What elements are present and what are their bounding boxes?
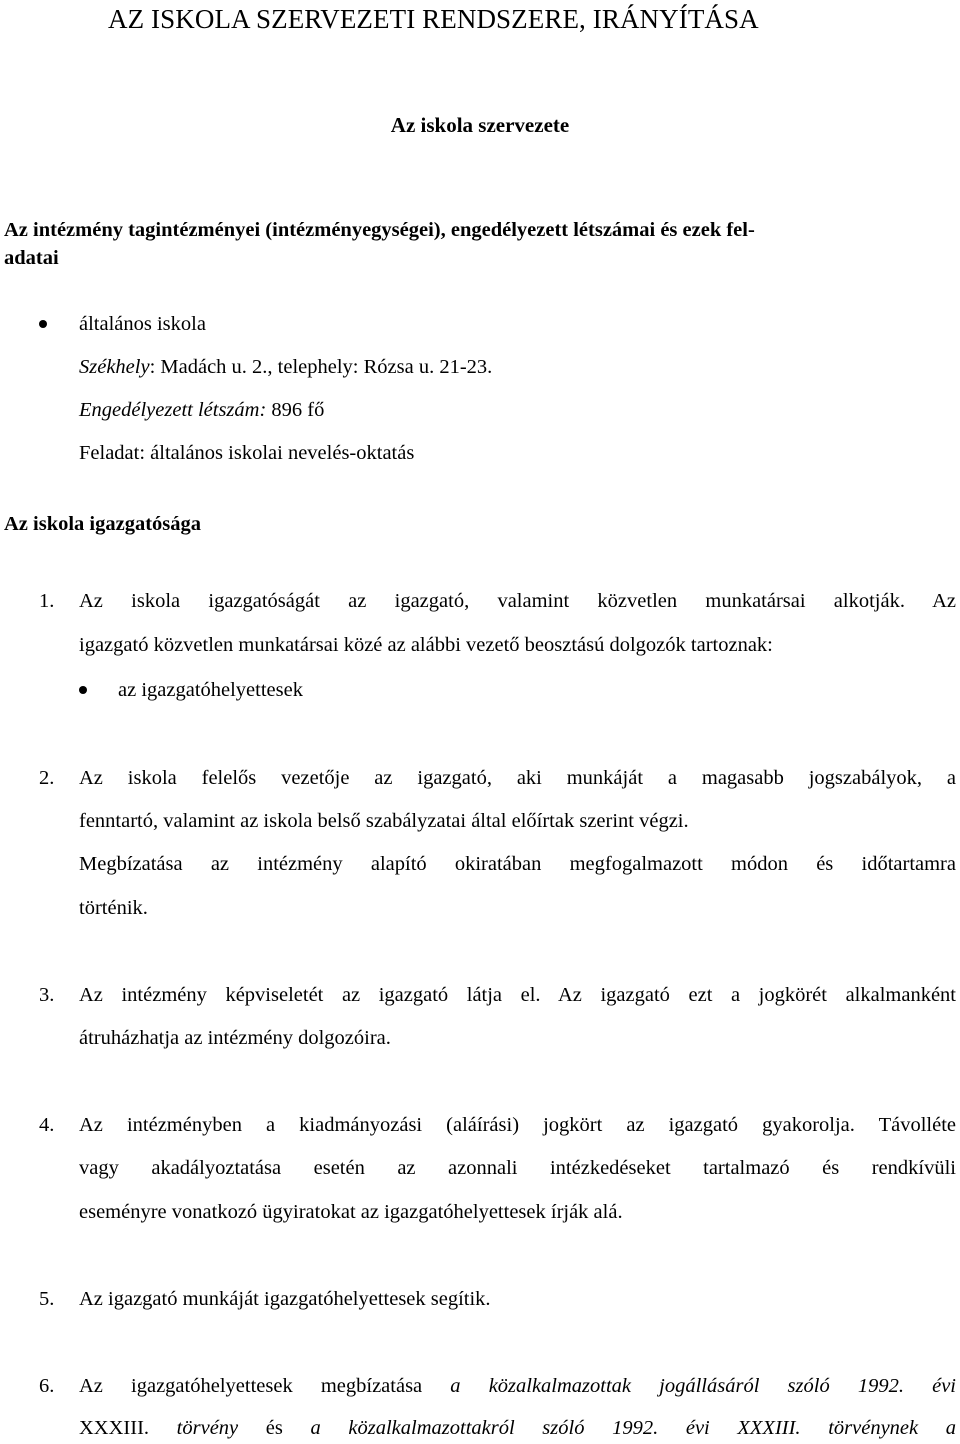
- units-heading-line1: Az intézmény tagintézményei (intézményegységei), engedélyezett létszámai és ezek fel-: [4, 219, 755, 241]
- item-number: 3.: [39, 984, 55, 1006]
- unit-task-value: általános iskolai nevelés-oktatás: [145, 442, 415, 464]
- unit-seat-label: Székhely: [79, 356, 150, 378]
- item2-line2: fenntartó, valamint az iskola belső szabályzatai által előírtak szerint végzi.: [79, 810, 689, 832]
- item-number: 5.: [39, 1288, 55, 1310]
- item-number: 1.: [39, 590, 55, 612]
- unit-capacity: [79, 396, 324, 424]
- item1-line1: Az iskola igazgatóságát az igazgató, valamint közvetlen munkatársai alkotják. Az: [79, 590, 956, 612]
- item3-line1: Az intézmény képviseletét az igazgató látja el. Az igazgató ezt a jogkörét alkalmanként: [79, 984, 956, 1006]
- unit-task: [79, 439, 414, 467]
- item3-line2: átruházhatja az intézmény dolgozóira.: [79, 1027, 391, 1049]
- item6-line1-b: a közalkalmazottak jogállásáról szóló 1992. évi: [450, 1375, 956, 1397]
- item6-line2-d: a közalkalmazottakról szóló 1992. évi XXXIII. törvénynek a: [310, 1417, 956, 1439]
- unit-capacity-label: Engedélyezett létszám:: [79, 399, 267, 421]
- item6-line2-c: és: [265, 1417, 283, 1439]
- management-heading: Az iskola igazgatósága: [4, 513, 202, 535]
- item4-line2: vagy akadályoztatása esetén az azonnali intézkedéseket tartalmazó és rendkívüli: [79, 1157, 956, 1179]
- bullet-icon: [79, 686, 87, 694]
- unit-seat: [79, 353, 492, 381]
- item-number: 6.: [39, 1375, 55, 1397]
- page-title: AZ ISKOLA SZERVEZETI RENDSZERE, IRÁNYÍTÁSA: [108, 4, 759, 34]
- item6-line2: [79, 1414, 956, 1442]
- item6-line1-a: Az igazgatóhelyettesek megbízatása: [79, 1375, 423, 1397]
- item4-line1: Az intézményben a kiadmányozási (aláírási) jogkört az igazgató gyakorolja. Távolléte: [79, 1114, 956, 1136]
- section-title: Az iskola szervezete: [390, 113, 570, 137]
- item2-line3: Megbízatása az intézmény alapító okiratában megfogalmazott módon és időtartamra: [79, 853, 956, 875]
- item-number: 4.: [39, 1114, 55, 1136]
- item5-line1: Az igazgató munkáját igazgatóhelyettesek segítik.: [79, 1288, 491, 1310]
- unit-task-label: Feladat:: [79, 442, 146, 464]
- item2-line4: történik.: [79, 897, 148, 919]
- item2-line1: Az iskola felelős vezetője az igazgató, aki munkáját a magasabb jogszabályok, a: [79, 767, 956, 789]
- unit-seat-value: : Madách u. 2., telephely: Rózsa u. 21-23.: [149, 356, 493, 378]
- unit-capacity-value: 896 fő: [266, 399, 325, 421]
- item-number: 2.: [39, 767, 55, 789]
- item6-line1: [79, 1372, 956, 1400]
- item1-bullet: az igazgatóhelyettesek: [118, 679, 303, 701]
- units-heading-line2: adatai: [4, 247, 59, 269]
- item6-line2-a: XXXIII.: [79, 1417, 150, 1439]
- item4-line3: eseményre vonatkozó ügyiratokat az igazgatóhelyettesek írják alá.: [79, 1201, 623, 1223]
- item1-line2: igazgató közvetlen munkatársai közé az alábbi vezető beosztású dolgozók tartoznak:: [79, 634, 773, 656]
- bullet-icon: [39, 320, 47, 328]
- item6-line2-b: törvény: [176, 1417, 239, 1439]
- unit-name: általános iskola: [79, 313, 206, 335]
